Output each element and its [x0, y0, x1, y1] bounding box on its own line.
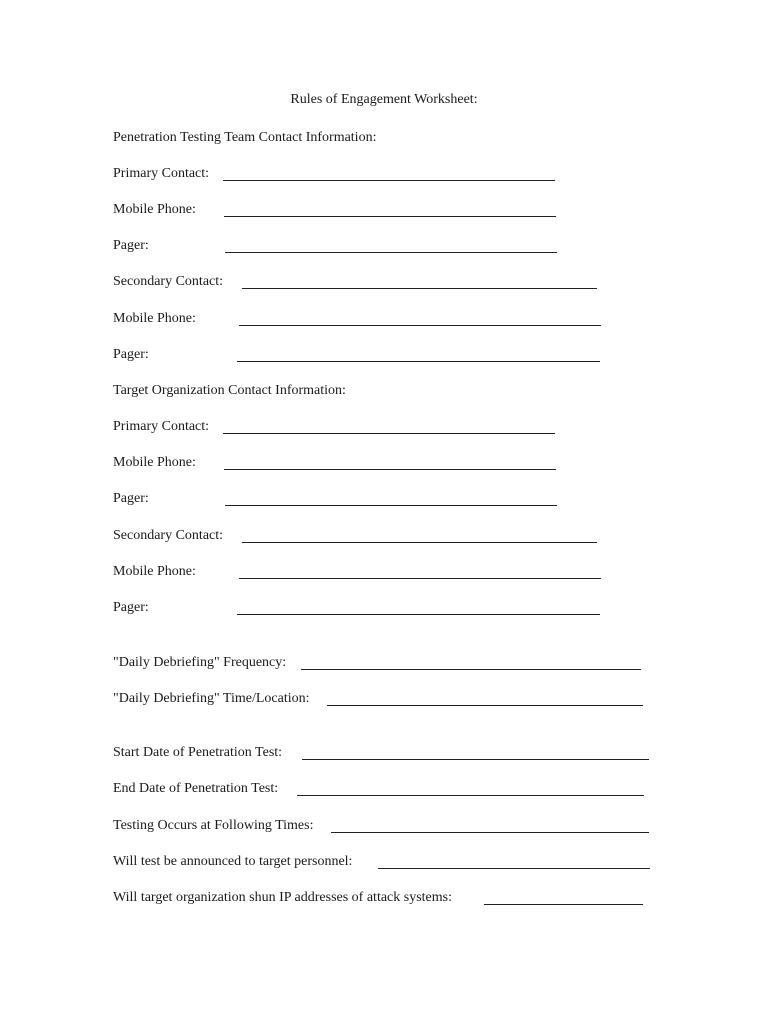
- target-primary-mobile-line[interactable]: [224, 469, 556, 470]
- team-secondary-mobile-label: Mobile Phone:: [113, 311, 196, 326]
- target-primary-pager-line[interactable]: [225, 505, 557, 506]
- team-primary-mobile-line[interactable]: [224, 216, 556, 217]
- team-section-heading: Penetration Testing Team Contact Information:: [113, 130, 377, 145]
- team-primary-mobile-label: Mobile Phone:: [113, 202, 196, 217]
- shun-ip-line[interactable]: [484, 904, 643, 905]
- team-secondary-contact-label: Secondary Contact:: [113, 274, 224, 289]
- target-primary-pager-label: Pager:: [113, 491, 149, 506]
- start-date-label: Start Date of Penetration Test:: [113, 745, 283, 760]
- target-secondary-mobile-label: Mobile Phone:: [113, 564, 196, 579]
- target-primary-mobile-label: Mobile Phone:: [113, 455, 196, 470]
- start-date-line[interactable]: [302, 759, 649, 760]
- target-section-heading: Target Organization Contact Information:: [113, 383, 346, 398]
- target-primary-contact-line[interactable]: [223, 433, 555, 434]
- team-secondary-mobile-line[interactable]: [239, 325, 601, 326]
- target-secondary-mobile-line[interactable]: [239, 578, 601, 579]
- debriefing-frequency-line[interactable]: [301, 669, 641, 670]
- team-primary-pager-line[interactable]: [225, 252, 557, 253]
- debriefing-time-location-line[interactable]: [327, 705, 643, 706]
- target-secondary-pager-line[interactable]: [237, 614, 600, 615]
- announced-label: Will test be announced to target personnel:: [113, 854, 353, 869]
- team-secondary-pager-label: Pager:: [113, 347, 149, 362]
- team-primary-contact-label: Primary Contact:: [113, 166, 210, 181]
- team-secondary-contact-line[interactable]: [242, 288, 597, 289]
- page-title: Rules of Engagement Worksheet:: [290, 92, 478, 107]
- testing-times-label: Testing Occurs at Following Times:: [113, 818, 314, 833]
- end-date-line[interactable]: [297, 795, 644, 796]
- end-date-label: End Date of Penetration Test:: [113, 781, 279, 796]
- shun-ip-label: Will target organization shun IP addresses of attack systems:: [113, 890, 452, 905]
- team-primary-contact-line[interactable]: [223, 180, 555, 181]
- announced-line[interactable]: [378, 868, 650, 869]
- testing-times-line[interactable]: [331, 832, 649, 833]
- team-primary-pager-label: Pager:: [113, 238, 149, 253]
- debriefing-frequency-label: "Daily Debriefing" Frequency:: [113, 655, 287, 670]
- target-secondary-contact-label: Secondary Contact:: [113, 528, 224, 543]
- debriefing-time-location-label: "Daily Debriefing" Time/Location:: [113, 691, 310, 706]
- target-primary-contact-label: Primary Contact:: [113, 419, 210, 434]
- target-secondary-pager-label: Pager:: [113, 600, 149, 615]
- target-secondary-contact-line[interactable]: [242, 542, 597, 543]
- team-secondary-pager-line[interactable]: [237, 361, 600, 362]
